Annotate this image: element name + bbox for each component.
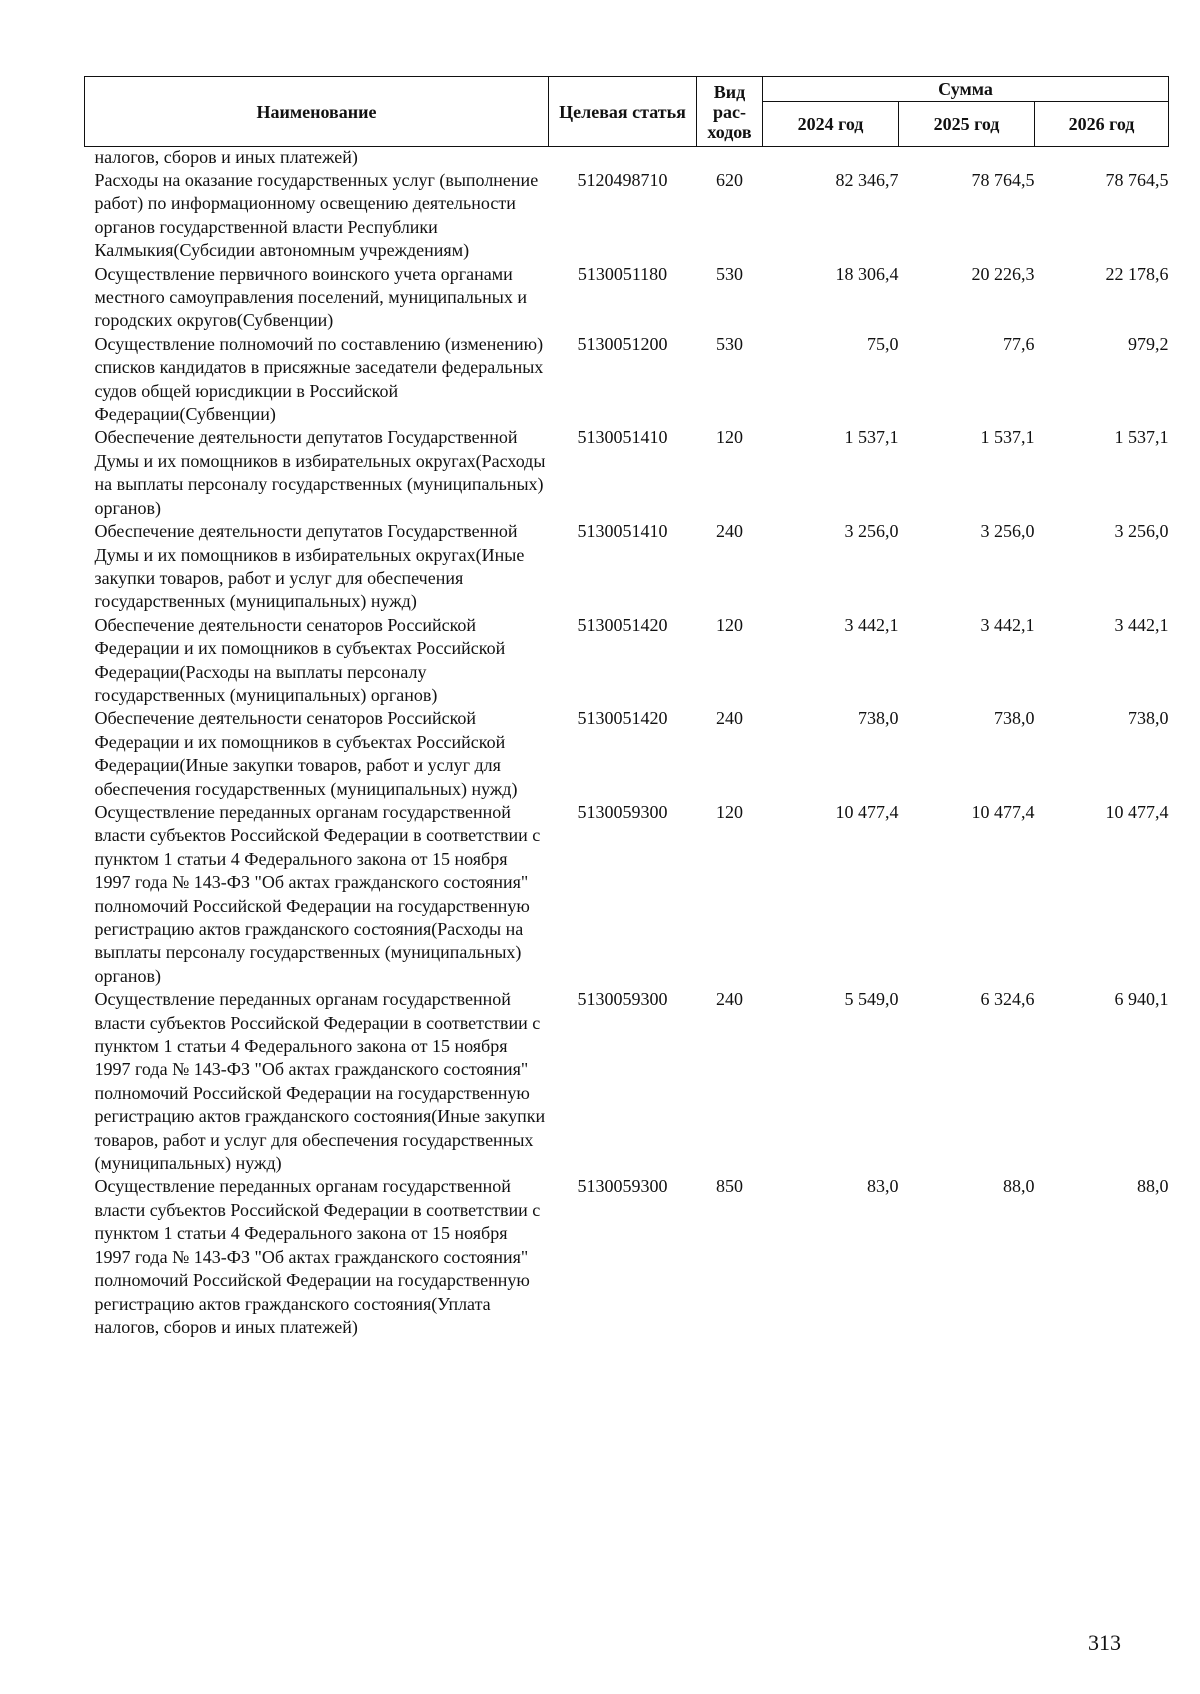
table-row [85,426,1169,520]
table-row [85,333,1169,427]
row-sum-2024: 738,0 [858,708,899,729]
page-number: 313 [1088,1630,1121,1655]
row-name: Осуществление переданных органам государственной власти субъектов Российской Федерации в соответствии с пунктом 1 статьи 4 Федерального закона от 15 ноября 1997 года № 143-ФЗ "Об актах гражданского состояния" полномочий Российской Федерации на государственную регистрацию актов гражданского состояния(Расходы на выплаты персоналу государственных (муниципальных) органов) [94,801,541,986]
row-sum-2024: 83,0 [867,1176,899,1197]
row-expense-kind: 240 [716,989,743,1010]
row-sum-2025: 738,0 [994,708,1035,729]
row-target-article: 5130051410 [577,427,668,448]
row-sum-2024: 3 442,1 [844,614,899,635]
row-name: Осуществление переданных органам государственной власти субъектов Российской Федерации в соответствии с пунктом 1 статьи 4 Федерального закона от 15 ноября 1997 года № 143-ФЗ "Об актах гражданского состояния" полномочий Российской Федерации на государственную регистрацию актов гражданского состояния(Иные закупки товаров, работ и услуг для обеспечения государственных (муниципальных) нужд) [94,989,546,1174]
row-name: Осуществление переданных органам государственной власти субъектов Российской Федерации в соответствии с пунктом 1 статьи 4 Федерального закона от 15 ноября 1997 года № 143-ФЗ "Об актах гражданского состояния" полномочий Российской Федерации на государственную регистрацию актов гражданского состояния(Уплата налогов, сборов и иных платежей) [94,1176,541,1337]
row-sum-2025: 6 324,6 [980,989,1035,1010]
row-sum-2024: 10 477,4 [835,801,899,822]
table-row [85,169,1169,263]
row-sum-2024: 1 537,1 [844,427,899,448]
row-sum-2025: 88,0 [1003,1176,1035,1197]
row-sum-2025: 3 442,1 [980,614,1035,635]
row-sum-2024: 18 306,4 [835,263,899,284]
row-target-article: 5130059300 [577,989,668,1010]
row-target-article: 5130051420 [577,708,668,729]
carry-over-text: налогов, сборов и иных платежей) [94,147,358,167]
row-sum-2025: 3 256,0 [980,521,1035,542]
row-sum-2025: 77,6 [1003,333,1035,354]
row-target-article: 5130059300 [577,801,668,822]
row-target-article: 5130051420 [577,614,668,635]
row-target-article: 5130051180 [577,263,668,284]
row-expense-kind: 120 [716,801,743,822]
row-name: Обеспечение деятельности сенаторов Российской Федерации и их помощников в субъектах Российской Федерации(Расходы на выплаты персоналу государственных (муниципальных) органов) [94,614,506,705]
row-expense-kind: 240 [716,521,743,542]
row-name: Расходы на оказание государственных услуг (выполнение работ) по информационному освещению деятельности органов государственной власти Республики Калмыкия(Субсидии автономным учреждениям) [94,170,539,261]
row-sum-2025: 1 537,1 [980,427,1035,448]
row-sum-2024: 75,0 [867,333,899,354]
table-row [85,263,1169,333]
header-target-article: Целевая статья [549,77,697,147]
header-year-2024: 2024 год [763,102,899,147]
table-row [85,1175,1169,1339]
row-sum-2025: 10 477,4 [971,801,1035,822]
row-expense-kind: 120 [716,614,743,635]
table-body [85,147,1169,1340]
row-name: Обеспечение деятельности депутатов Государственной Думы и их помощников в избирательных округах(Расходы на выплаты персоналу государственных (муниципальных) органов) [94,427,546,518]
row-sum-2026: 979,2 [1128,333,1169,354]
row-sum-2025: 20 226,3 [971,263,1035,284]
row-sum-2024: 5 549,0 [844,989,899,1010]
row-sum-2026: 738,0 [1128,708,1169,729]
row-target-article: 5130059300 [577,1176,668,1197]
row-sum-2026: 6 940,1 [1114,989,1169,1010]
row-expense-kind: 620 [716,170,743,190]
budget-table [84,76,1169,1339]
row-expense-kind: 120 [716,427,743,448]
header-expense-kind: Вид рас-ходов [697,77,763,147]
row-name: Осуществление полномочий по составлению (изменению) списков кандидатов в присяжные заседатели федеральных судов общей юрисдикции в Российской Федерации(Субвенции) [94,333,544,425]
row-expense-kind: 240 [716,708,743,729]
row-expense-kind: 530 [716,333,743,354]
table-row [85,520,1169,614]
row-sum-2026: 3 256,0 [1114,521,1169,542]
row-sum-2025: 78 764,5 [971,170,1035,190]
row-name: Обеспечение деятельности сенаторов Российской Федерации и их помощников в субъектах Российской Федерации(Иные закупки товаров, работ и услуг для обеспечения государственных (муниципальных) нужд) [94,708,518,799]
row-sum-2024: 82 346,7 [835,170,899,190]
row-target-article: 5120498710 [577,170,668,190]
table-row [85,707,1169,801]
row-expense-kind: 530 [716,263,743,284]
carry-over-row [85,147,1169,170]
table-header [85,77,1169,147]
row-name: Осуществление первичного воинского учета органами местного самоуправления поселений, муниципальных и городских округов(Субвенции) [94,263,527,331]
row-name: Обеспечение деятельности депутатов Государственной Думы и их помощников в избирательных округах(Иные закупки товаров, работ и услуг для обеспечения государственных (муниципальных) нужд) [94,521,525,612]
row-sum-2026: 22 178,6 [1105,263,1169,284]
row-sum-2026: 1 537,1 [1114,427,1169,448]
row-target-article: 5130051200 [577,333,668,354]
header-sum: Сумма [763,77,1169,102]
header-year-2026: 2026 год [1035,102,1169,147]
row-sum-2026: 78 764,5 [1105,170,1169,190]
table-row [85,988,1169,1175]
row-expense-kind: 850 [716,1176,743,1197]
table-row [85,614,1169,708]
table-row [85,801,1169,988]
header-name: Наименование [85,77,549,147]
row-sum-2024: 3 256,0 [844,521,899,542]
row-sum-2026: 3 442,1 [1114,614,1169,635]
header-year-2025: 2025 год [899,102,1035,147]
row-sum-2026: 88,0 [1137,1176,1169,1197]
row-target-article: 5130051410 [577,521,668,542]
row-sum-2026: 10 477,4 [1105,801,1169,822]
